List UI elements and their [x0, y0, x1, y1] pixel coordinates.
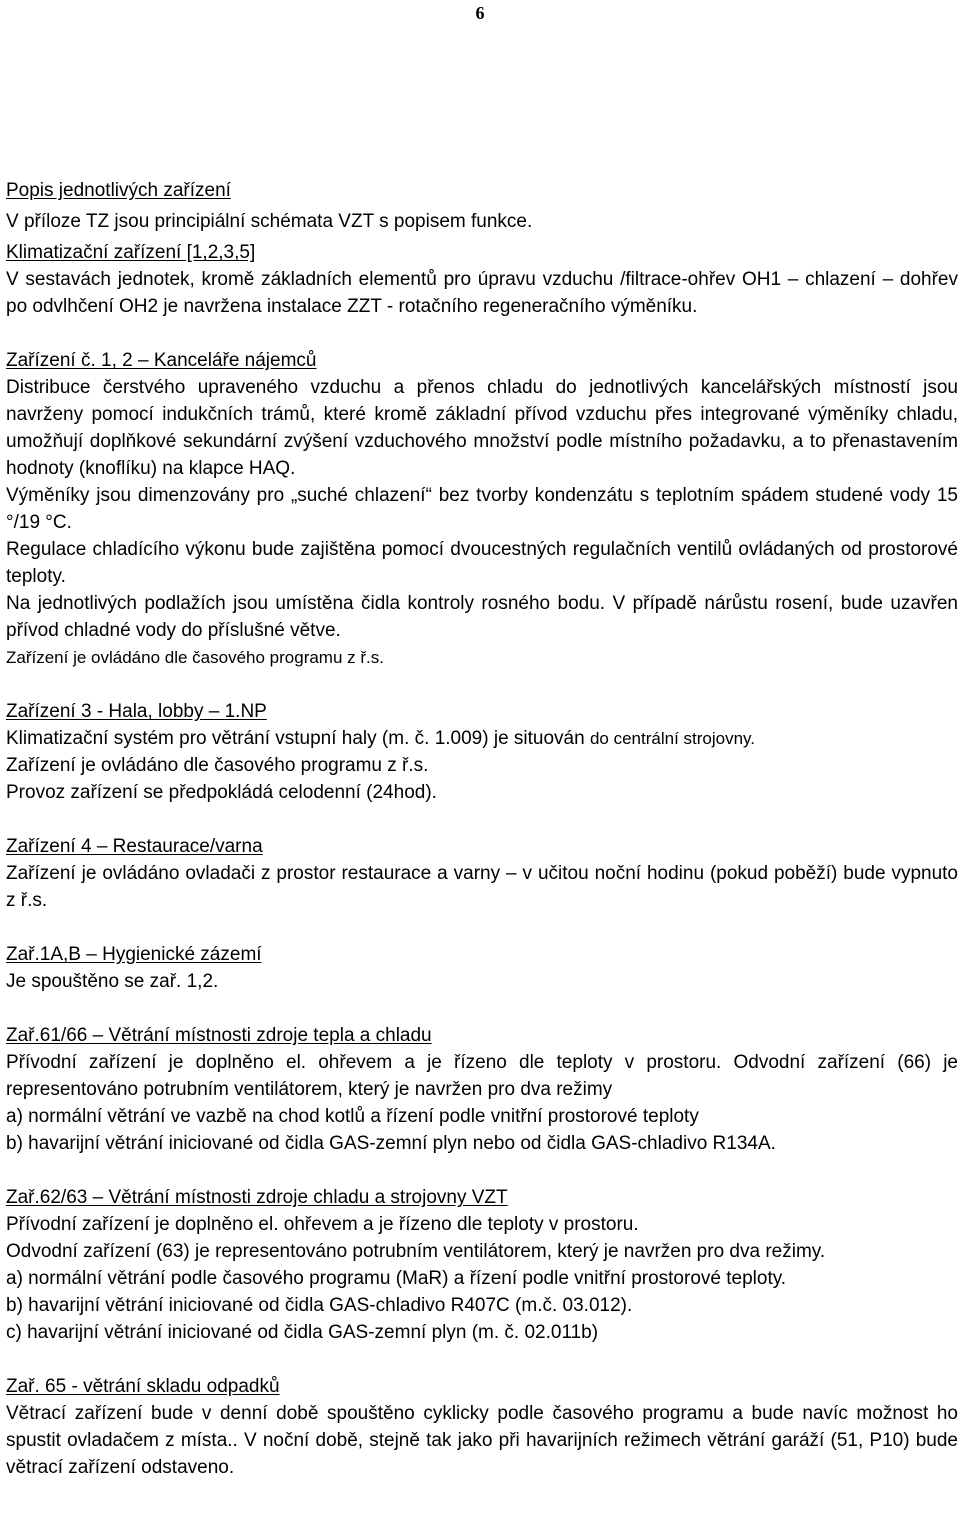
zarizeni-1-2-paragraph-4: Na jednotlivých podlažích jsou umístěna čidla kontroly rosného bodu. V případě nárůstu rosení, bude uzavřen přívod chladné vody do příslušné větve.	[6, 593, 958, 641]
zarizeni-1ab-paragraph: Je spouštěno se zař. 1,2.	[6, 971, 219, 992]
popis-paragraph: V příloze TZ jsou principiální schémata VZT s popisem funkce.	[6, 211, 533, 232]
heading-zarizeni-4: Zařízení 4 – Restaurace/varna	[6, 836, 263, 857]
zarizeni-61-66-paragraph-1: Přívodní zařízení je doplněno el. ohřevem a je řízeno dle teploty v prostoru. Odvodní zařízení (66) je representováno potrubním ventilátorem, který je navržen pro dva režimy	[6, 1052, 958, 1100]
document-body	[6, 177, 958, 1481]
heading-zarizeni-1-2: Zařízení č. 1, 2 – Kanceláře nájemců	[6, 350, 317, 371]
zarizeni-62-63-paragraph-3: a) normální větrání podle časového programu (MaR) a řízení podle vnitřní prostorové teploty.	[6, 1268, 787, 1289]
page-number: 6	[475, 3, 485, 23]
zarizeni-1-2-paragraph-1: Distribuce čerstvého upraveného vzduchu a přenos chladu do jednotlivých kancelářských místností jsou navrženy pomocí indukčních trámů, které kromě základní přívod vzduchu přes integrované výměníky chladu, umožňují doplňkové sekundární zvýšení vzduchového množství podle místního požadavku, a to přenastavením hodnoty (knoflíku) na klapce HAQ.	[6, 377, 958, 479]
heading-zarizeni-65: Zař. 65 - větrání skladu odpadků	[6, 1376, 280, 1397]
heading-popis: Popis jednotlivých zařízení	[6, 180, 231, 201]
heading-klimatizace: Klimatizační zařízení [1,2,3,5]	[6, 242, 256, 263]
zarizeni-62-63-paragraph-5: c) havarijní větrání iniciované od čidla GAS-zemní plyn (m. č. 02.011b)	[6, 1322, 599, 1343]
zarizeni-3-paragraph-1b: do centrální strojovny.	[589, 729, 756, 748]
zarizeni-3-paragraph-3: Provoz zařízení se předpokládá celodenní (24hod).	[6, 782, 437, 803]
zarizeni-4-paragraph: Zařízení je ovládáno ovladači z prostor restaurace a varny – v učitou noční hodinu (pokud poběží) bude vypnuto z ř.s.	[6, 863, 958, 911]
zarizeni-62-63-paragraph-4: b) havarijní větrání iniciované od čidla GAS-chladivo R407C (m.č. 03.012).	[6, 1295, 633, 1316]
zarizeni-65-paragraph: Větrací zařízení bude v denní době spouštěno cyklicky podle časového programu a bude navíc možnost ho spustit ovladačem z místa.. V noční době, stejně tak jako při havarijních režimech větrání garáží (51, P10) bude větrací zařízení odstaveno.	[6, 1403, 958, 1478]
zarizeni-61-66-paragraph-3: b) havarijní větrání iniciované od čidla GAS-zemní plyn nebo od čidla GAS-chladivo R134A.	[6, 1133, 776, 1154]
zarizeni-61-66-paragraph-2: a) normální větrání ve vazbě na chod kotlů a řízení podle vnitřní prostorové teploty	[6, 1106, 699, 1127]
heading-zarizeni-3: Zařízení 3 - Hala, lobby – 1.NP	[6, 701, 267, 722]
heading-zarizeni-61-66: Zař.61/66 – Větrání místnosti zdroje tepla a chladu	[6, 1025, 432, 1046]
zarizeni-3-paragraph-1a: Klimatizační systém pro větrání vstupní haly (m. č. 1.009) je situován	[6, 728, 585, 749]
zarizeni-3-paragraph-1	[6, 725, 958, 752]
heading-zarizeni-1ab: Zař.1A,B – Hygienické zázemí	[6, 944, 262, 965]
zarizeni-62-63-paragraph-2: Odvodní zařízení (63) je representováno potrubním ventilátorem, který je navržen pro dva režimy.	[6, 1241, 826, 1262]
klimatizace-paragraph: V sestavách jednotek, kromě základních elementů pro úpravu vzduchu /filtrace-ohřev OH1 – chlazení – dohřev po odvlhčení OH2 je navržena instalace ZZT - rotačního regeneračního výměníku.	[6, 269, 958, 317]
zarizeni-62-63-paragraph-1: Přívodní zařízení je doplněno el. ohřevem a je řízeno dle teploty v prostoru.	[6, 1214, 639, 1235]
heading-zarizeni-62-63: Zař.62/63 – Větrání místnosti zdroje chladu a strojovny VZT	[6, 1187, 508, 1208]
zarizeni-3-paragraph-2: Zařízení je ovládáno dle časového programu z ř.s.	[6, 755, 429, 776]
zarizeni-1-2-paragraph-3: Regulace chladícího výkonu bude zajištěna pomocí dvoucestných regulačních ventilů ovládaných od prostorové teploty.	[6, 539, 958, 587]
zarizeni-1-2-paragraph-2: Výměníky jsou dimenzovány pro „suché chlazení“ bez tvorby kondenzátu s teplotním spádem studené vody 15 °/19 °C.	[6, 485, 958, 533]
zarizeni-1-2-paragraph-5: Zařízení je ovládáno dle časového programu z ř.s.	[6, 648, 384, 667]
